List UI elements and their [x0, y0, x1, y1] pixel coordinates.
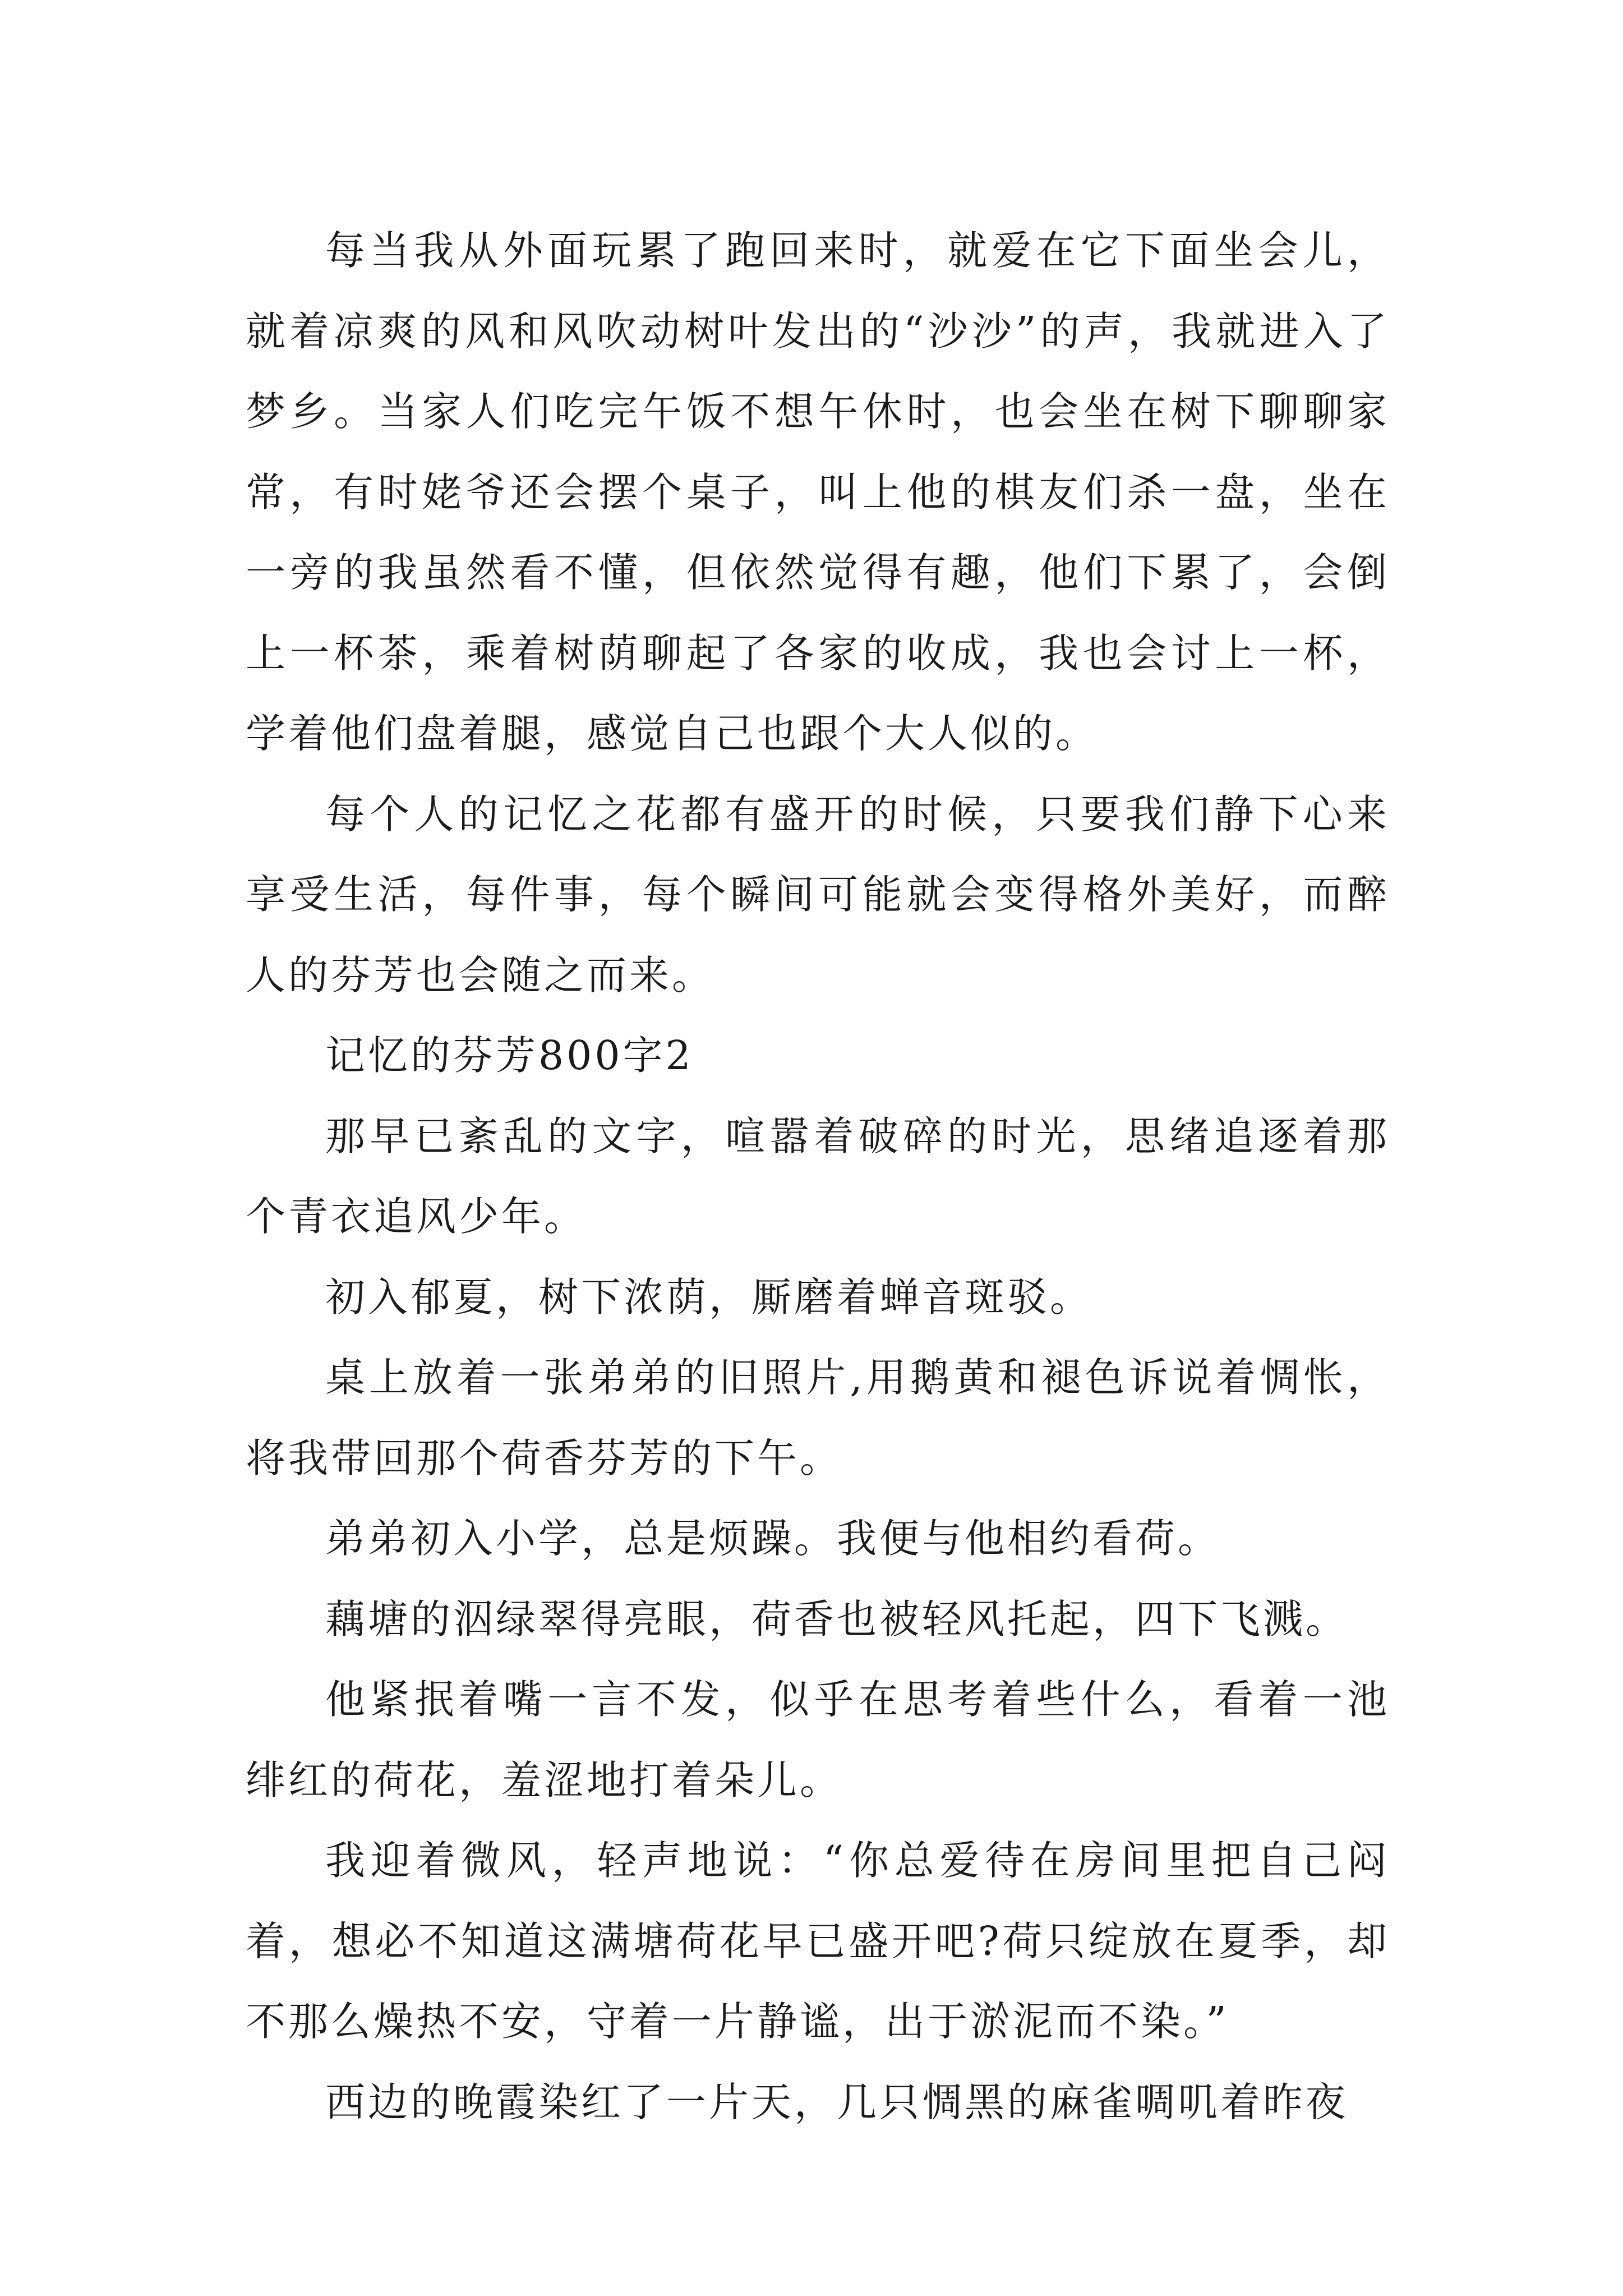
- paragraph-3: 那早已紊乱的文字，喧嚣着破碎的时光，思绪追逐着那个青衣追风少年。: [246, 1112, 1390, 1240]
- section-heading: 记忆的芬芳800字2: [325, 1032, 694, 1079]
- paragraph-8: 他紧抿着嘴一言不发，似乎在思考着些什么，看着一池绯红的荷花，羞涩地打着朵儿。: [246, 1676, 1390, 1803]
- paragraph-10: 西边的晚霞染红了一片天，几只惆黑的麻雀啁叽着昨夜: [325, 2078, 1349, 2125]
- paragraph-6: 弟弟初入小学，总是烦躁。我便与他相约看荷。: [325, 1515, 1221, 1562]
- paragraph-9: 我迎着微风，轻声地说：“你总爱待在房间里把自己闷着，想必不知道这满塘荷花早已盛开吧?荷只绽放在夏季，却不那么燥热不安，守着一片静谧，出于淤泥而不染。”: [246, 1837, 1390, 2045]
- paragraph-5: 桌上放着一张弟弟的旧照片,用鹅黄和褪色诉说着惆怅，将我带回那个荷香芬芳的下午。: [246, 1354, 1390, 1481]
- paragraph-7: 藕塘的泅绿翠得亮眼，荷香也被轻风托起，四下飞溅。: [325, 1595, 1349, 1642]
- paragraph-1: 每当我从外面玩累了跑回来时，就爱在它下面坐会儿，就着凉爽的风和风吹动树叶发出的“沙沙”的声，我就进入了梦乡。当家人们吃完午饭不想午休时，也会坐在树下聊聊家常，有时姥爷还会摆个桌子，叫上他的棋友们杀一盘，坐在一旁的我虽然看不懂，但依然觉得有趣，他们下累了，会倒上一杯茶，乘着树荫聊起了各家的收成，我也会讨上一杯，学着他们盘着腿，感觉自己也跟个大人似的。: [246, 227, 1390, 757]
- paragraph-4: 初入郁夏，树下浓荫，厮磨着蝉音斑驳。: [325, 1273, 1093, 1320]
- paragraph-2: 每个人的记忆之花都有盛开的时候，只要我们静下心来享受生活，每件事，每个瞬间可能就会变得格外美好，而醉人的芬芳也会随之而来。: [246, 790, 1390, 999]
- body-text: [246, 210, 1390, 2142]
